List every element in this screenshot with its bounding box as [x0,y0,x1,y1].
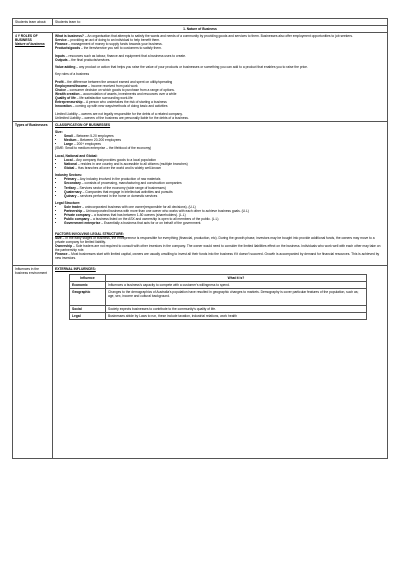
definition: – management of money to supply funds towards your business. [67,42,163,47]
term: Choice [55,87,66,92]
definition: – 200+ employees [72,142,101,147]
term: Global [64,165,75,170]
influences-title: Influences in the business environment [15,266,48,275]
definition: – Between 5-20 employees [72,134,114,139]
term: Innovation [55,104,72,109]
table-row [70,313,367,320]
definition: – any product or action that helps you raise the value of your products or businesses or something you can add to a product that enables you to raise the price. [75,65,308,70]
influences-content [53,265,388,458]
types-row [13,121,388,265]
roles-row [13,33,388,122]
term: Service [55,38,67,43]
header-left: Students learn about: [13,19,53,26]
definition: – the item/service you sell to customers to satisfy them. [80,46,162,51]
term: Products/goods [55,46,81,51]
table-row [70,306,367,313]
influence-col-header: Influence [70,274,106,281]
factors-heading: FACTORS INVOLVING LEGAL STRUCTURE: [55,231,124,236]
geo-label: Local, National and Global: [55,153,98,158]
legal-list [55,205,385,225]
influence-description: Changes to the demographics of Australia's population have resulted in geographic changes to markets. Demography is cover particular features of the population, such as; age, sex, income and cultural background. [106,289,367,306]
influences-row [13,265,388,458]
definition: – Between 20-200 employees [76,138,122,143]
definition: – the final products/services. [67,57,111,62]
definition: Key roles of a business [55,72,90,77]
term: Quaternary [64,189,82,194]
term: Sole trader [64,205,82,210]
definition: – An organisation that attempts to satisfy the wants and needs of a community by providing goods and services to them. Businesses also offer employment opportunities to job seekers. [83,34,353,39]
term: Medium [64,138,77,143]
definition: – unincorporated business with one owner(responsible for all decisions). (U.L) [81,205,196,210]
term: Quinary [64,193,77,198]
sme-note: (SME: Small to medium enterprise – the lifeblood of the economy) [55,146,152,151]
influence-description: Businesses abide by Laws to run, these include taxation, industrial relations, work health [106,313,367,320]
influence-name: Social [70,306,106,313]
definition: – Services sector of the economy (wide range of businesses) [75,185,166,190]
definition: – providing an act of doing to an individual to help benefit them. [66,38,161,43]
term: Small [64,134,73,139]
definition: – accumulation of assets, investments and resources over a while [79,91,177,96]
header-right: Students learn to: [53,19,388,26]
external-heading: EXTERNAL INFLUENCES: [55,266,96,271]
influence-name: Geographic [70,289,106,306]
term: Inputs [55,53,65,58]
definition: – consumer decision on which goods to purchase from a range of options. [66,87,175,92]
term: What is business? [55,34,84,39]
roles-content [53,33,388,122]
definition: – a business listed on the ASX and ownership is open to all members of the public. (L.L) [89,217,219,222]
definition: – a business that has between 1-50 owners (shareholders). (L.L) [90,213,186,218]
definition: – A person who undertakes the risk of starting a business [82,100,167,105]
term: Outputs [55,57,68,62]
term: Profit [55,79,64,84]
definition: – Has branches all over the world and is widely well-known [74,165,162,170]
term: Finance [55,42,68,47]
definition: – Most businesses start with limited capital, owners are usually unwilling to invest all their funds into the business if it doesn't succeed. Growth is accompanied by demand for financial resources. This is achieved by new investors. [55,252,380,261]
size-list [55,134,385,146]
header-row [13,19,388,26]
size-label: Size: [55,130,63,134]
term: Partnership [64,209,83,214]
term: Value adding [55,65,76,70]
term: Public company [64,217,90,222]
term: Finance [55,252,68,257]
definition: Limited Liability – owners are not legally responsible for the debts of a related company. [55,111,183,116]
types-title: Types of Businesses [15,122,48,127]
definition: – life satisfaction surrounding work-life [75,96,133,101]
definition: – Any company that provides goods to a local population [72,157,157,162]
influences-header-row [70,274,367,281]
section-title: 1. Nature of Business [13,26,388,33]
term: Quality of life [55,96,76,101]
definition: – resides in one country and is accessible to all citizens (multiple branches) [77,161,188,166]
definition: – Unincorporated business with more than one owner who works with each other to achieve business goals. (U.L) [82,209,249,214]
page [12,0,388,459]
industry-list [55,177,385,197]
term: Local [64,157,73,162]
term: Primary [64,177,77,182]
industry-label: Industry Sectors: [55,173,83,178]
definition: – coming up with new ways/methods of doing basic and activities [71,104,168,109]
term: Size [55,236,62,240]
definition: – services performed in the home or domestic services [76,193,158,198]
definition: – consists of processing, manufacturing and construction companies [80,181,182,186]
influence-name: Economic [70,281,106,288]
definition: Unlimited Liability – owners of the business are personally liable for the debts of a business. [55,115,189,120]
table-row [70,281,367,288]
definition: – In the early stages of business, the entrepreneur is responsible for everything (financial, production, etc). During the growth phase, investors may be bought into provide additional funds, the owners may move to a private company for limited liability. [55,236,375,245]
influence-description: Influences a business's capacity to compete with a customer's willingness to spend. [106,281,367,288]
term: Large [64,142,73,147]
definition: – Any industry involved in the production of raw materials [76,177,161,182]
roles-title: 4 Y ROLES OF BUSINESS [15,34,38,43]
definition: – the difference between the amount earned and spent on utility/operating [63,79,173,84]
term: Tertiary [64,185,76,190]
definition: – Income received from paid work [87,83,138,88]
types-content [53,121,388,265]
influence-name: Legal [70,313,106,320]
term: Employment/Income [55,83,88,88]
factor-paragraph [55,244,385,252]
roles-paragraph [55,116,385,120]
definition: – Sole traders are not required to consult with other investors in the company. The owner would need to consider the limited liabilities effect on the business. Individuals who work well with each other may take on the partnership role. [55,244,381,253]
factor-paragraph [55,236,385,244]
definition: – Companies that engage in intellectual activities and pursuits [81,189,173,194]
definition: – Essentially a business that acts for or on behalf of the government. [100,221,202,226]
term: National [64,161,78,166]
factors-list [55,236,385,261]
table-row [70,289,367,306]
geo-list [55,158,385,170]
what-col-header: What it is? [106,274,367,281]
term: Wealth creation [55,91,80,96]
influences-table [69,274,367,320]
legal-label: Legal Structure: [55,200,81,205]
term: Secondary [64,181,81,186]
term: Private company [64,213,91,218]
influence-description: Society expects businesses to contribute to the community's quality of life. [106,306,367,313]
definition: – resources such as labour, finance and equipment that a business uses to create. [64,53,187,58]
classification-heading: CLASSIFICATION OF BUSINESSES [55,122,111,127]
term: Government enterprise [64,221,101,226]
syllabus-table [12,18,388,459]
term: Entrepreneurship [55,100,83,105]
section-title-row [13,26,388,33]
term: Ownership [55,244,73,249]
roles-subtitle: Nature of business [15,42,45,47]
factor-paragraph [55,252,385,260]
